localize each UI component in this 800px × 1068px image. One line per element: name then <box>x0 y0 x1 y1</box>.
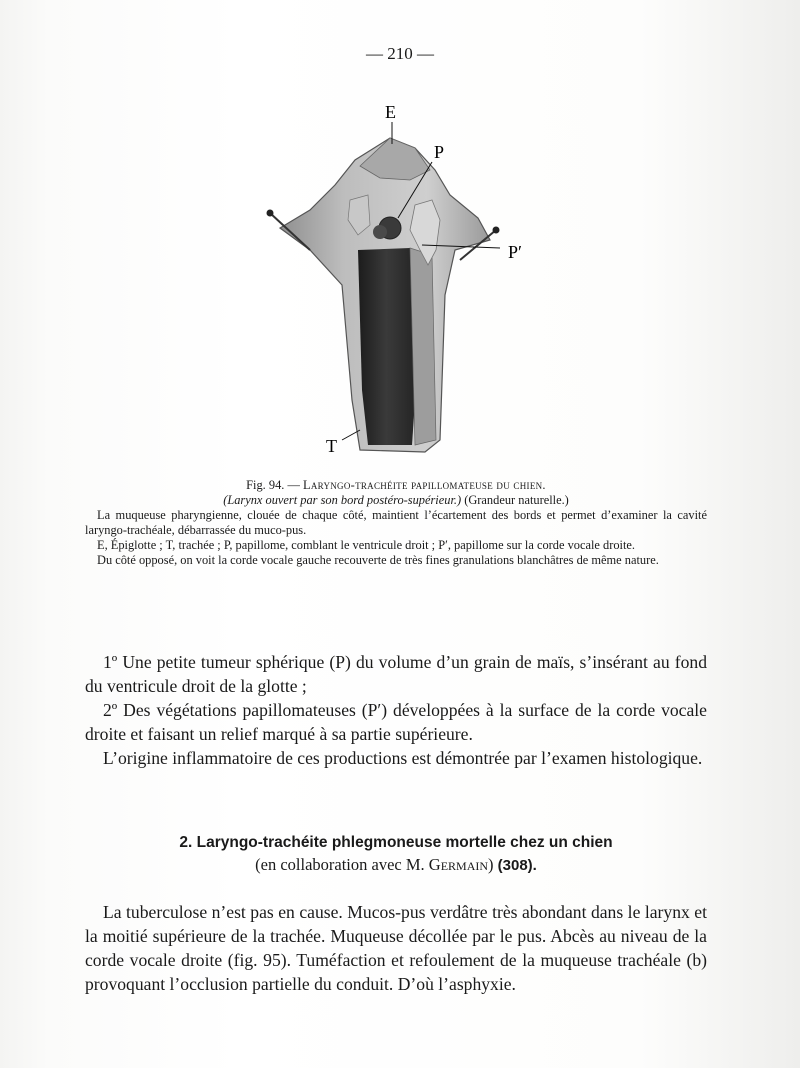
section-sub-name: Germain) <box>428 855 494 874</box>
section-body-text <box>85 900 707 996</box>
figure-caption <box>85 478 707 568</box>
caption-subtitle-rest: (Grandeur naturelle.) <box>464 493 569 507</box>
section-heading-block <box>85 832 707 877</box>
trachea-wall <box>410 248 436 445</box>
section-subheading <box>85 854 707 877</box>
caption-title <box>85 478 707 493</box>
label-p-prime: P′ <box>508 242 522 262</box>
caption-subtitle-italic: (Larynx ouvert par son bord postéro-supérieur.) <box>223 493 462 507</box>
body-paragraph-1: 1º Une petite tumeur sphérique (P) du volume d’un grain de maïs, s’insérant au fond du ventricule droit de la glotte ; <box>85 652 707 696</box>
body-paragraph-2: 2º Des végétations papillomateuses (P′) développées à la surface de la corde vocale droite et faisant un relief marqué à sa partie supérieure. <box>85 700 707 744</box>
trachea-cavity <box>358 248 415 445</box>
caption-fig-number: Fig. 94. — <box>246 478 300 492</box>
caption-paragraph-1: La muqueuse pharyngienne, clouée de chaque côté, maintient l’écartement des bords et permet d’examiner la cavité laryngo-trachéale, débarrassée du muco-pus. <box>85 508 707 537</box>
section-heading: 2. Laryngo-trachéite phlegmoneuse mortelle chez un chien <box>179 834 613 851</box>
section-sub-prefix: (en collaboration avec M. <box>255 855 425 874</box>
label-e: E <box>385 102 396 122</box>
page-number: — 210 — <box>366 44 434 63</box>
caption-subtitle <box>85 493 707 508</box>
label-t: T <box>326 436 337 456</box>
section-body-paragraph-1: La tuberculose n’est pas en cause. Mucos-pus verdâtre très abondant dans le larynx et la moitié supérieure de la trachée. Muqueuse décollée par le pus. Abcès au niveau de la corde vocale droite (fig. 95). Tuméfaction et refoulement de la muqueuse trachéale (b) provoquant l’occlusion partielle du conduit. D’où l’asphyxie. <box>85 902 707 994</box>
section-sub-ref: (308). <box>497 857 537 874</box>
body-paragraph-3: L’origine inflammatoire de ces productions est démontrée par l’examen histologique. <box>103 748 703 768</box>
larynx-illustration <box>250 100 550 470</box>
label-p: P <box>434 142 445 162</box>
body-text <box>85 650 707 770</box>
caption-paragraph-2: E, Épiglotte ; T, trachée ; P, papillome, comblant le ventricule droit ; P′, papillome sur la corde vocale droite. <box>97 538 635 552</box>
caption-paragraph-3: Du côté opposé, on voit la corde vocale gauche recouverte de très fines granulations blanchâtres de même nature. <box>97 553 659 567</box>
caption-fig-title: Laryngo-trachéite papillomateuse du chien. <box>302 478 546 492</box>
